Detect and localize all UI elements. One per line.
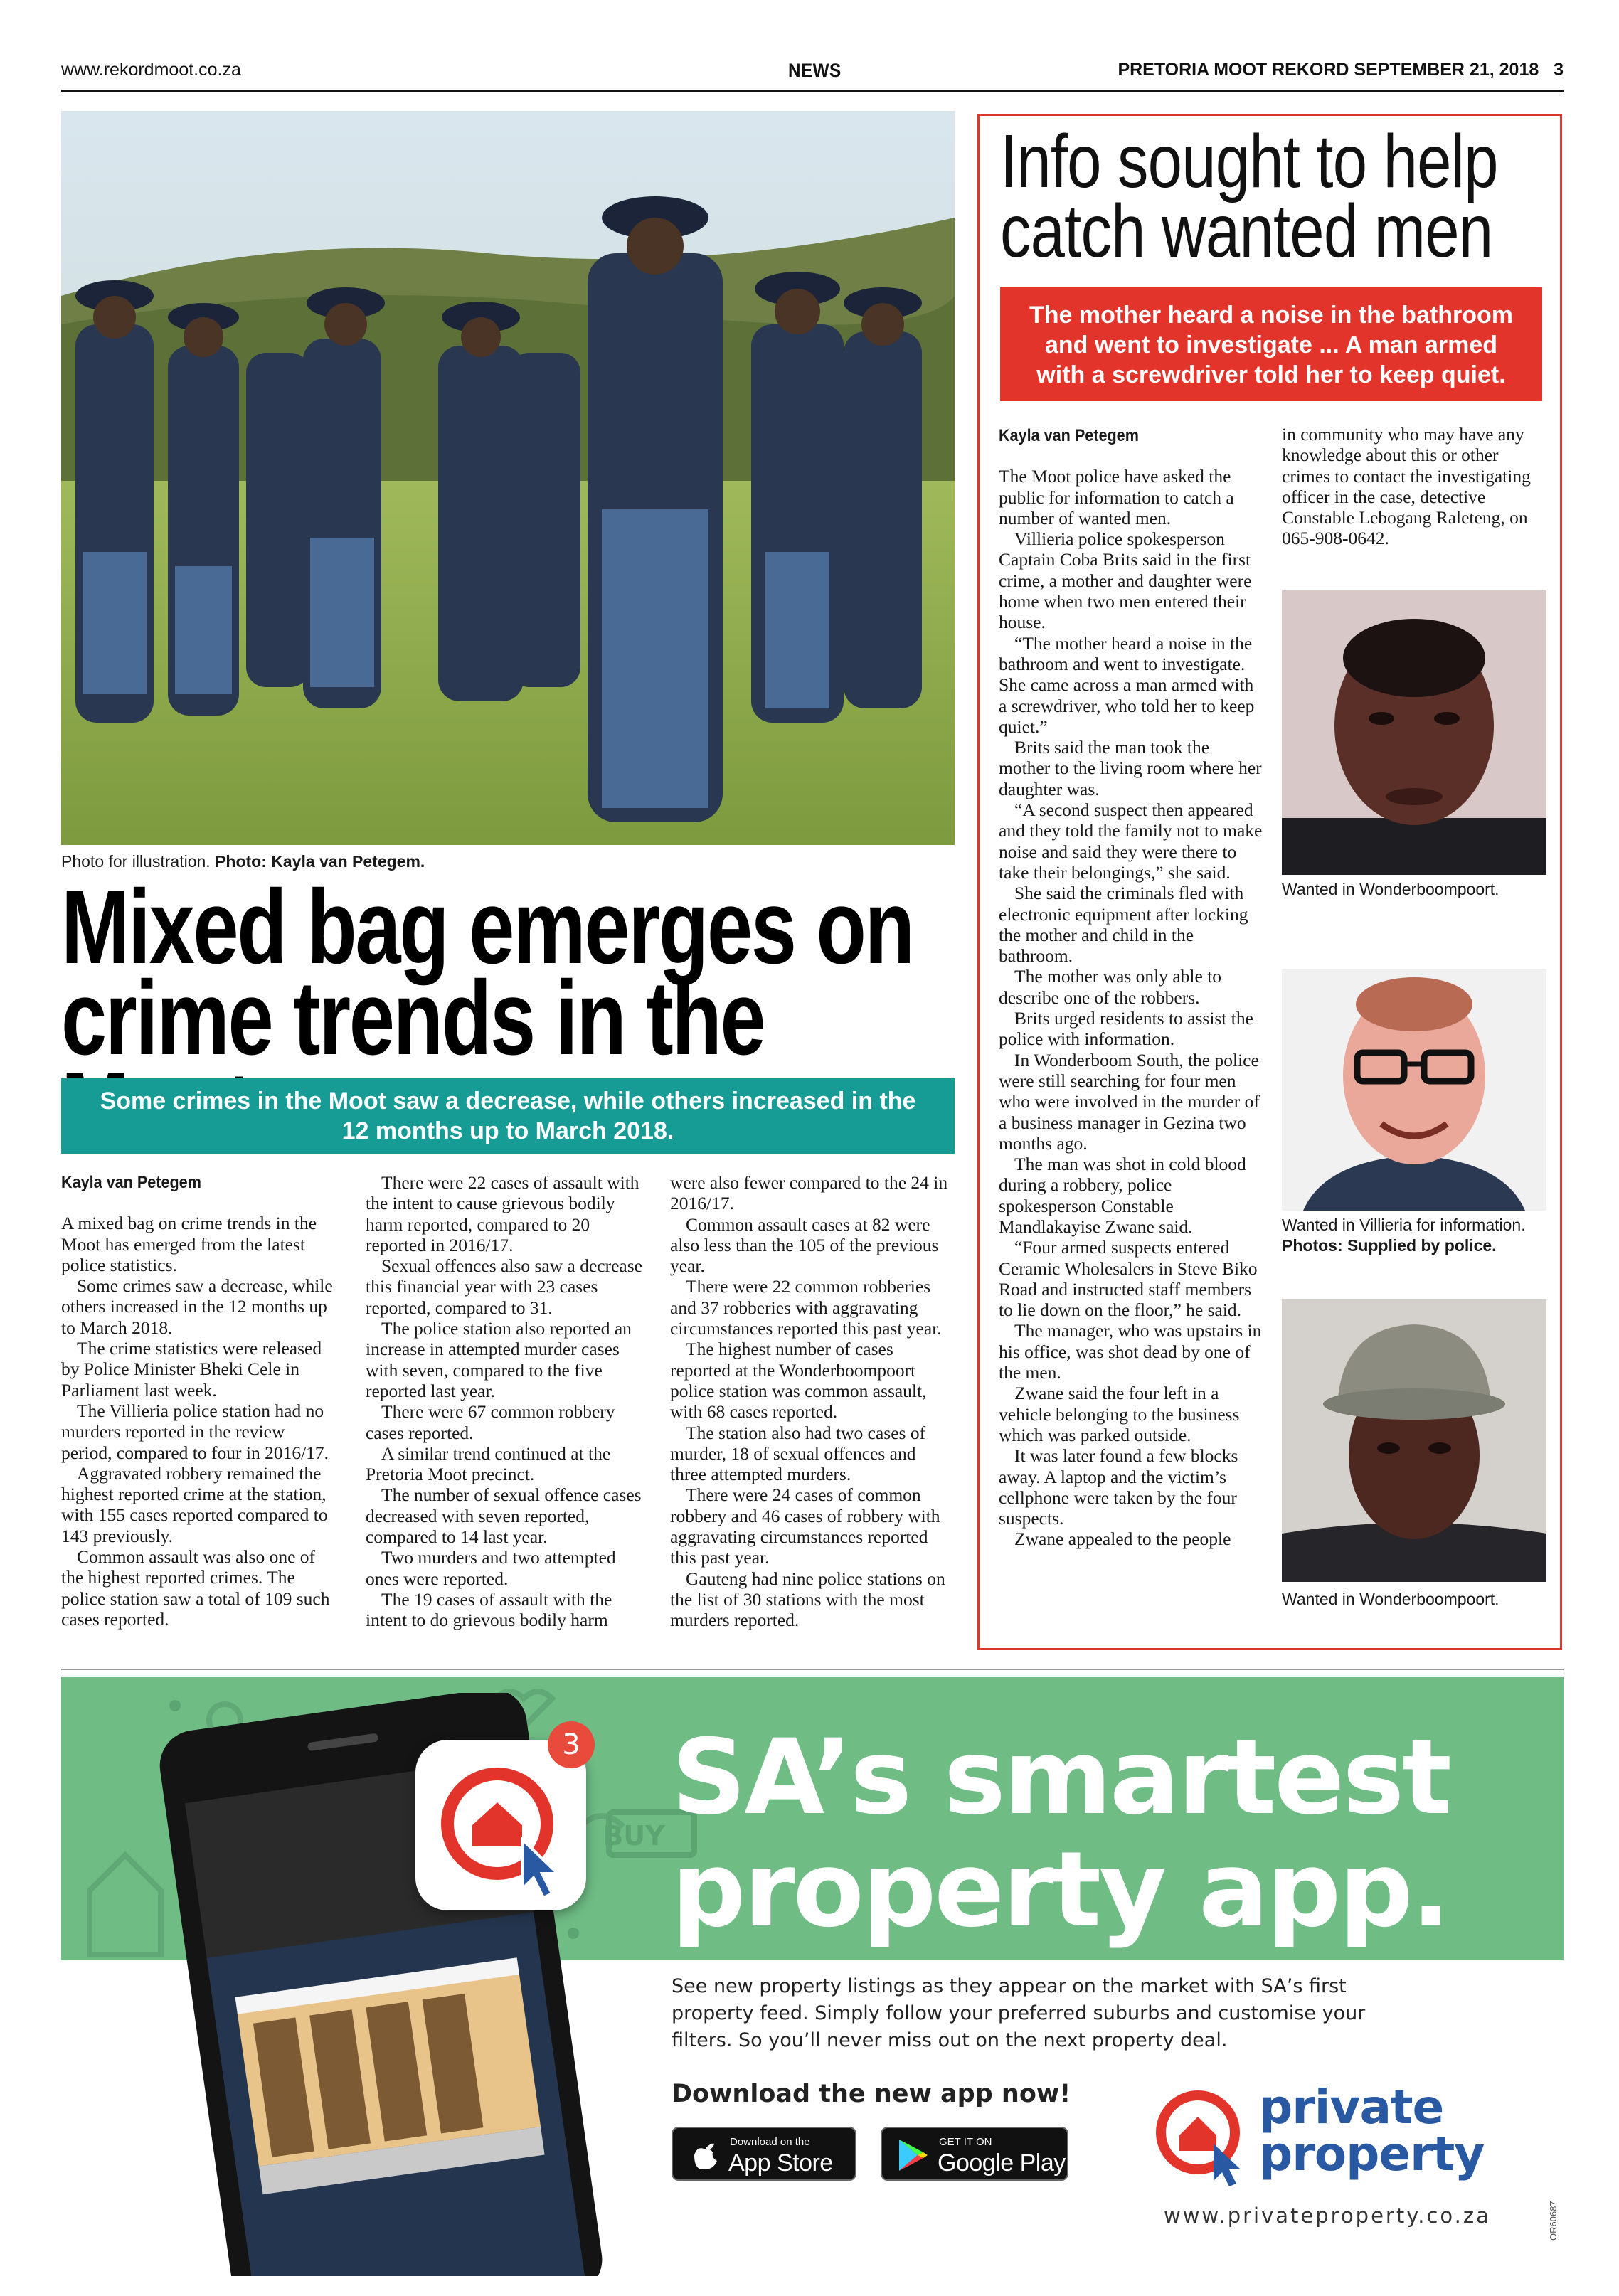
wanted-suspect-photo-2 bbox=[1282, 969, 1546, 1211]
police-parade-photo bbox=[61, 111, 955, 845]
advert-title: SA’s smartest property app. bbox=[672, 1717, 1450, 1950]
wanted-suspect-photo-3 bbox=[1282, 1299, 1546, 1582]
section-label: NEWS bbox=[788, 60, 842, 81]
advert-rule bbox=[61, 1669, 1564, 1670]
suspect-3-caption: Wanted in Wonderboompoort. bbox=[1282, 1590, 1499, 1608]
main-story-column-1: Kayla van Petegem A mixed bag on crime trends in the Moot has emerged from the latest police statistics. Some crimes saw a decrease, while others increased in the 12 months up to March 2018. The crime statistics were released by Police Minister Bheki Cele in Parliament last week. The Villieria police station had no murders reported in the review period, compared to four in 2016/17. Aggravated robbery remained the highest reported crime at the station, with 155 cases reported compared to 143 previously. Common assault was also one of the highest reported crimes. The police station saw a total of 109 such cases reported. bbox=[61, 1173, 333, 1630]
suspect-2-caption: Wanted in Villieria for information. Photos: Supplied by police. bbox=[1282, 1216, 1526, 1255]
private-property-logo-text: private property bbox=[1259, 2080, 1485, 2181]
suspect-1-caption: Wanted in Wonderboompoort. bbox=[1282, 880, 1499, 898]
site-url: www.rekordmoot.co.za bbox=[61, 60, 241, 80]
side-headline: Info sought to help catch wanted men bbox=[1000, 119, 1498, 273]
google-play-button[interactable]: GET IT ON Google Play bbox=[881, 2127, 1068, 2181]
main-standfirst: Some crimes in the Moot saw a decrease, while others increased in the 12 months up to March 2018. bbox=[61, 1078, 955, 1154]
page-number: 3 bbox=[1554, 60, 1564, 80]
app-store-button[interactable]: Download on the App Store bbox=[672, 2127, 856, 2181]
main-byline: Kayla van Petegem bbox=[61, 1173, 201, 1192]
advert-cta: Download the new app now! bbox=[672, 2080, 1071, 2108]
notification-badge: 3 bbox=[548, 1721, 595, 1768]
private-property-logo-icon bbox=[1148, 2081, 1255, 2188]
advert-body-text: See new property listings as they appear on the market with SA’s first property feed. Simply follow your preferred suburbs and customise your filters. So you’ll never miss out on the next property deal. bbox=[672, 1975, 1366, 2051]
advert-url: www.privateproperty.co.za bbox=[1164, 2204, 1491, 2228]
header-rule bbox=[61, 90, 1564, 92]
wanted-suspect-photo-1 bbox=[1282, 590, 1546, 875]
main-story-column-2: There were 22 cases of assault with the intent to cause grievous bodily harm reported, compared to 20 reported in 2016/17. Sexual offences also saw a decrease this financial year with 23 cases reported, compared to 31. The police station also reported an increase in attempted murder cases with seven, compared to the five reported last year. There were 67 common robbery cases reported. A similar trend continued at the Pretoria Moot precinct. The number of sexual offence cases decreased with seven reported, compared to 14 last year. Two murders and two attempted ones were reported. The 19 cases of assault with the intent to do grievous bodily harm bbox=[366, 1172, 642, 1631]
side-story-column-2: in community who may have any knowledge about this or other crimes to contact the investigating officer in the case, detective Constable Lebogang Raleteng, on 065-908-0642. bbox=[1282, 424, 1531, 549]
main-story-column-3: were also fewer compared to the 24 in 2016/17. Common assault cases at 82 were also less than the 105 of the previous year. There were 22 common robberies and 37 robberies with aggravating circumstances reported this past year. The highest number of cases reported at the Wonderboompoort police station was common assault, with 68 cases reported. The station also had two cases of murder, 18 of sexual offences and three attempted murders. There were 24 cases of common robbery and 46 cases of robbery with aggravating circumstances reported this past year. Gauteng had nine police stations on the list of 30 stations with the most murders reported. bbox=[670, 1172, 948, 1631]
side-pullquote: The mother heard a noise in the bathroom and went to investigate ... A man armed with a screwdriver told her to keep quiet. bbox=[1000, 287, 1542, 401]
main-headline: Mixed bag emerges on crime trends in the bbox=[61, 868, 913, 1077]
side-byline: Kayla van Petegem bbox=[999, 426, 1139, 445]
publication-dateline: PRETORIA MOOT REKORD SEPTEMBER 21, 2018 3 bbox=[1118, 60, 1564, 80]
advert-code: OR60687 bbox=[1548, 2201, 1559, 2241]
apple-icon bbox=[691, 2140, 720, 2171]
photo-caption: Photo for illustration. Photo: Kayla van Petegem. bbox=[61, 852, 425, 871]
google-play-icon bbox=[896, 2138, 929, 2172]
side-story-column-1: Kayla van Petegem The Moot police have asked the public for information to catch a number of wanted men. Villieria police spokesperson Captain Coba Brits said in the first crime, a mother and daughter were home when two men entered their house. “The mother heard a noise in the bathroom and went to investigate. She came across a man armed with a screwdriver, who told her to keep quiet.” Brits said the man took the mother to the living room where her daughter was. “A second suspect then appeared and they told the family not to make noise and said they were there to take their belongings,” she said. She said the criminals fled with electronic equipment after locking the mother and child in the bathroom. The mother was only able to describe one of the robbers. Brits urged residents to assist the police with information. In Wonderboom South, the police were still searching for four men who were involved in the murder of a business manager in Gezina two months ago. The man was shot in cold blood during a robbery, police spokesperson Constable Mandlakayise Zwane said. “Four armed suspects entered Ceramic Wholesalers in Steve Biko Road and instructed staff members to lie down on the floor,” he said. The manager, who was upstairs in his office, was shot dead by one of the men. Zwane said the four left in a vehicle belonging to the business which was parked outside. It was later found a few blocks away. A laptop and the victim’s cellphone were taken by the four suspects. Zwane appealed to the people bbox=[999, 426, 1263, 1550]
buy-sign: BUY bbox=[603, 1820, 665, 1851]
